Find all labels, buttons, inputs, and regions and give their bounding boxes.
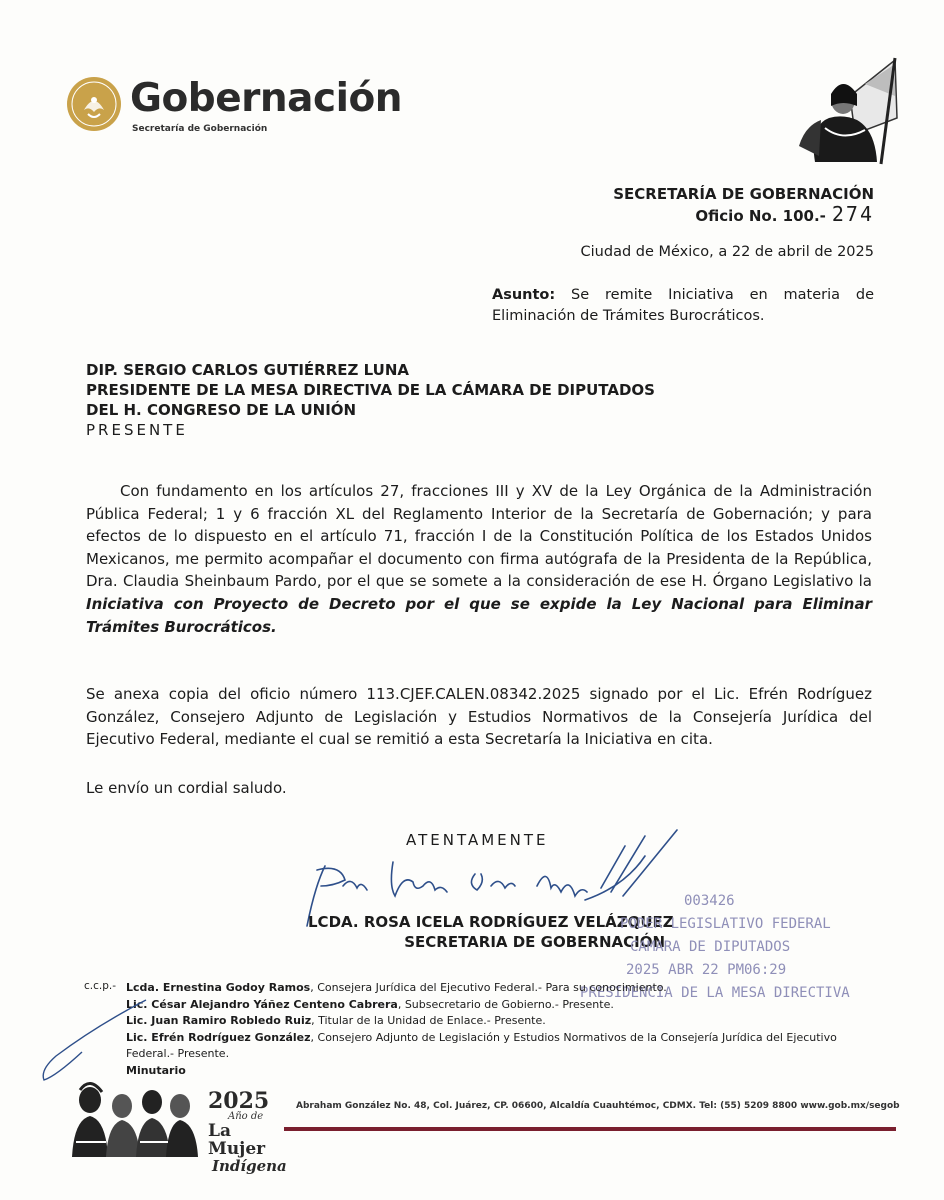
asunto-label: Asunto: <box>492 287 556 303</box>
secretaria-title: SECRETARÍA DE GOBERNACIÓN <box>613 185 874 203</box>
addressee-position: PRESIDENTE DE LA MESA DIRECTIVA DE LA CÁMARA DE DIPUTADOS <box>86 381 655 399</box>
oficio-label: Oficio No. 100.- <box>695 207 826 225</box>
oficio-line <box>613 204 874 226</box>
stamp-line-3: 2025 ABR 22 PM06:29 <box>626 962 787 978</box>
footer-address: Abraham González No. 48, Col. Juárez, CP. 06600, Alcaldía Cuauhtémoc, CDMX. Tel: (55) 5209 8800 www.gob.mx/segob <box>296 1101 900 1111</box>
gobernacion-logo <box>66 74 406 144</box>
addressee-name: DIP. SERGIO CARLOS GUTIÉRREZ LUNA <box>86 361 409 379</box>
paragraph-1-text: Con fundamento en los artículos 27, fracciones III y XV de la Ley Orgánica de la Administración Pública Federal; 1 y 6 fracción XL del Reglamento Interior de la Secretaría de Gobernación; y para efectos de lo dispuesto en el artículo 71, fracción I de la Constitución Política de los Estados Unidos Mexicanos, me permito acompañar el documento con firma autógrafa de la Presidenta de la República, Dra. Claudia Sheinbaum Pardo, por el que se somete a la consideración de ese H. Órgano Legislativo la <box>86 482 872 591</box>
signer-block <box>308 912 674 952</box>
stamp-line-2: CAMARA DE DIPUTADOS <box>630 939 791 955</box>
brand-subtitle: Secretaría de Gobernación <box>132 124 268 134</box>
atentamente: ATENTAMENTE <box>406 831 549 849</box>
year-subtitle: Año de <box>228 1111 264 1122</box>
ccp-text: , Consejera Jurídica del Ejecutivo Federal.- Para su conocimiento. <box>310 981 667 994</box>
signer-title: SECRETARIA DE GOBERNACIÓN <box>404 933 665 951</box>
ccp-name: Lic. César Alejandro Yáñez Centeno Cabrera <box>126 997 398 1011</box>
motto-indigena: Indígena <box>212 1157 287 1175</box>
body-paragraph-2: Se anexa copia del oficio número 113.CJEF.CALEN.08342.2025 signado por el Lic. Efrén Rodríguez González, Consejero Adjunto de Legislación y Estudios Normativos de la Consejería Jurídica del Ejecutivo Federal, mediante el cual se remitió a esta Secretaría la Iniciativa en cita. <box>86 685 872 749</box>
document-date: Ciudad de México, a 22 de abril de 2025 <box>580 244 874 260</box>
footer-divider <box>284 1127 896 1131</box>
ccp-item <box>126 1013 876 1030</box>
heroine-flag-illustration-icon <box>795 56 900 166</box>
ccp-list <box>126 980 876 1079</box>
year: 2025 <box>208 1088 270 1114</box>
ccp-text: , Titular de la Unidad de Enlace.- Presente. <box>311 1014 546 1027</box>
brand-title: Gobernación <box>130 76 403 121</box>
year-motto <box>208 1090 288 1174</box>
initiative-title: Iniciativa con Proyecto de Decreto por el que se expide la Ley Nacional para Eliminar Trámites Burocráticos. <box>86 594 872 636</box>
addressee-institution: DEL H. CONGRESO DE LA UNIÓN <box>86 401 357 419</box>
ccp-item <box>126 1030 876 1047</box>
stamp-line-1: PODER LEGISLATIVO FEDERAL <box>620 916 831 932</box>
indigenous-women-illustration-icon <box>66 1072 201 1157</box>
motto-mujer: La Mujer <box>208 1121 266 1159</box>
body-paragraph-3: Le envío un cordial saludo. <box>86 779 287 797</box>
ccp-text: , Subsecretario de Gobierno.- Presente. <box>397 997 614 1011</box>
stamp-number: 003426 <box>684 893 735 909</box>
ccp-item <box>126 997 876 1014</box>
oficio-number: 274 <box>831 202 874 226</box>
ccp-name: Lcda. Ernestina Godoy Ramos <box>126 981 311 994</box>
minutario: Minutario <box>126 1063 186 1077</box>
addressee-presente: PRESENTE <box>86 421 188 439</box>
signer-name: LCDA. ROSA ICELA RODRÍGUEZ VELÁZQUEZ <box>308 913 674 931</box>
ccp-continuation: Federal.- Presente. <box>126 1047 230 1060</box>
stamp-line-4: PRESIDENCIA DE LA MESA DIRECTIVA <box>580 985 850 1001</box>
ccp-name: Lic. Juan Ramiro Robledo Ruiz <box>126 1014 312 1027</box>
ccp-item <box>126 980 876 997</box>
ccp-label: c.c.p.- <box>84 980 117 992</box>
coat-of-arms-icon <box>66 76 122 132</box>
body-paragraph-1 <box>86 480 872 638</box>
addressee-block <box>86 360 655 440</box>
oficio-header <box>613 184 874 226</box>
ccp-name: Lic. Efrén Rodríguez González <box>126 1030 311 1044</box>
asunto <box>492 285 874 327</box>
asunto-text: Se remite Iniciativa en materia de Eliminación de Trámites Burocráticos. <box>492 287 874 324</box>
ccp-text: , Consejero Adjunto de Legislación y Estudios Normativos de la Consejería Jurídica del Ejecutivo <box>310 1030 837 1044</box>
